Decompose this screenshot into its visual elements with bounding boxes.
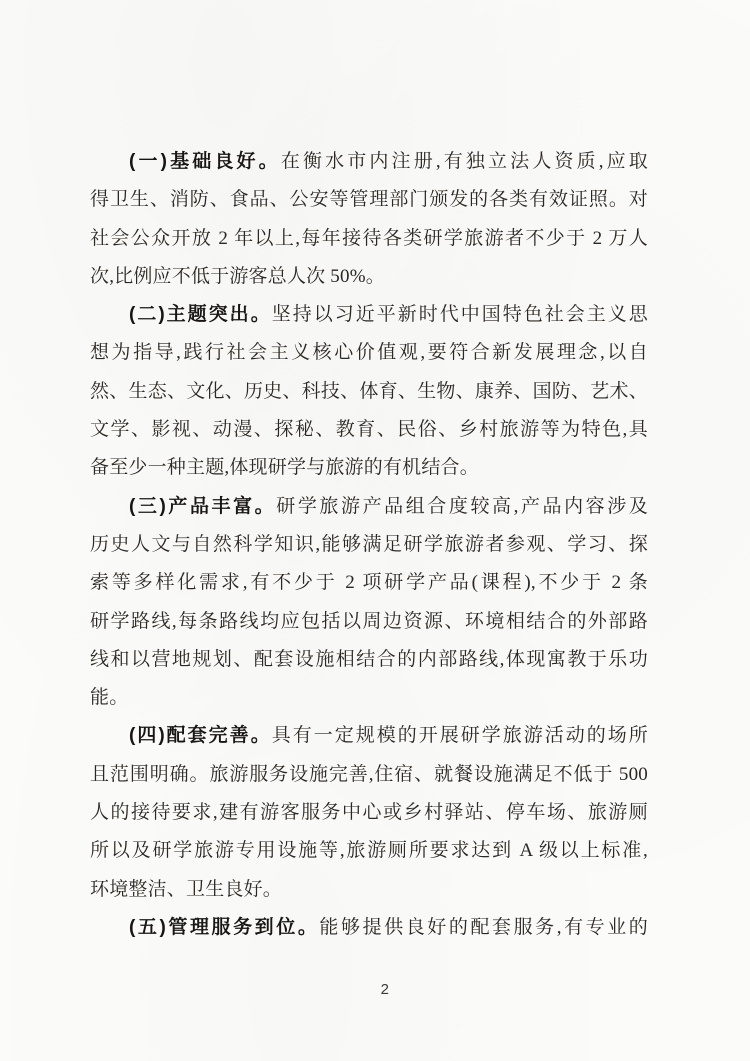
paragraph-text: 历史人文与自然科学知识,能够满足研学旅游者参观、学习、探 [90, 533, 648, 555]
paragraph-heading: (二)主题突出。 [129, 304, 272, 326]
paragraph-text: 人的接待要求,建有游客服务中心或乡村驿站、停车场、旅游厕 [90, 802, 648, 824]
text-line [90, 143, 648, 181]
paragraph [90, 909, 648, 947]
paragraph-heading: (一)基础良好。 [129, 151, 281, 172]
paragraph [90, 143, 648, 296]
text-line [90, 296, 648, 334]
text-line [90, 258, 648, 296]
paragraph-text: 然、生态、文化、历史、科技、体育、生物、康养、国防、艺术、 [90, 380, 648, 402]
text-line [90, 641, 648, 679]
paragraph-heading: (三)产品丰富。 [129, 495, 277, 517]
paragraph-text: 研学路线,每条路线均应包括以周边资源、环境相结合的外部路 [90, 610, 648, 632]
text-line [90, 373, 648, 411]
text-line [90, 564, 648, 602]
text-line [90, 181, 648, 219]
paragraph-heading: (四)配套完善。 [129, 725, 272, 747]
paragraph-text: 线和以营地规划、配套设施相结合的内部路线,体现寓教于乐功 [90, 648, 648, 670]
text-line [90, 756, 648, 794]
paragraph-text: 研学旅游产品组合度较高,产品内容涉及 [276, 495, 648, 517]
text-line [90, 411, 648, 449]
paragraph [90, 296, 648, 487]
paragraph-text: 文学、影视、动漫、探秘、教育、民俗、乡村旅游等为特色,具 [90, 419, 648, 441]
paragraph-text: 在衡水市内注册,有独立法人资质,应取 [280, 151, 648, 172]
paragraph-text: 坚持以习近平新时代中国特色社会主义思 [271, 304, 648, 326]
paragraph-text: 社会公众开放 2 年以上,每年接待各类研学旅游者不少于 2 万人 [90, 227, 648, 249]
paragraph-text: 得卫生、消防、食品、公安等管理部门颁发的各类有效证照。对 [90, 189, 648, 211]
text-line [90, 603, 648, 641]
text-line [90, 717, 648, 755]
paragraph-text: 能够提供良好的配套服务,有专业的 [319, 916, 649, 938]
text-line [90, 832, 648, 870]
paragraph-text: 想为指导,践行社会主义核心价值观,要符合新发展理念,以自 [90, 342, 648, 364]
text-line [90, 220, 648, 258]
text-line [90, 526, 648, 564]
text-line [90, 679, 648, 717]
paragraph-heading: (五)管理服务到位。 [129, 916, 320, 938]
paragraph-text: 且范围明确。旅游服务设施完善,住宿、就餐设施满足不低于 500 [90, 763, 648, 785]
document-body [90, 143, 648, 947]
page-number: 2 [380, 981, 390, 998]
text-line [90, 871, 648, 909]
text-line [90, 488, 648, 526]
text-line [90, 909, 648, 947]
paragraph-text: 能。 [90, 687, 129, 709]
paragraph-text: 索等多样化需求,有不少于 2 项研学产品(课程),不少于 2 条 [90, 572, 648, 594]
text-line [90, 334, 648, 372]
paragraph-text: 备至少一种主题,体现研学与旅游的有机结合。 [90, 457, 479, 479]
paragraph-text: 所以及研学旅游专用设施等,旅游厕所要求达到 A 级以上标准, [90, 840, 648, 862]
paragraph [90, 488, 648, 718]
text-line [90, 794, 648, 832]
paragraph-text: 具有一定规模的开展研学旅游活动的场所 [271, 725, 648, 747]
paragraph-text: 环境整洁、卫生良好。 [90, 878, 283, 900]
paragraph [90, 717, 648, 908]
text-line [90, 449, 648, 487]
paragraph-text: 次,比例应不低于游客总人次 50%。 [90, 265, 385, 287]
